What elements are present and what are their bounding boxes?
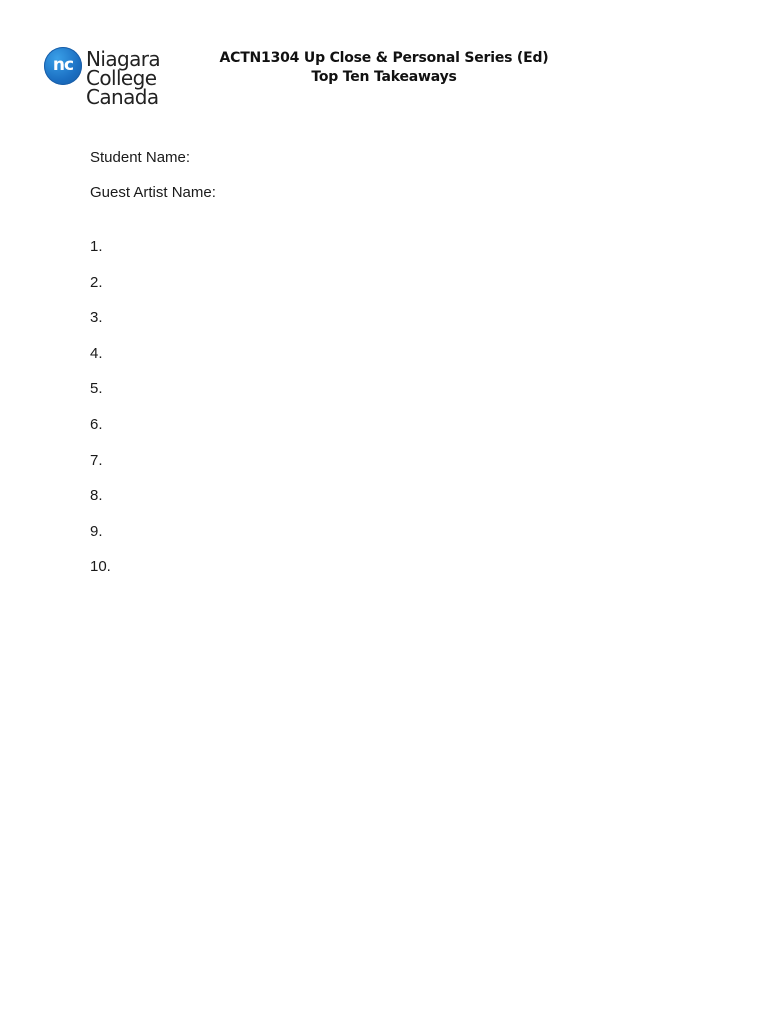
niagara-college-logo bbox=[44, 46, 174, 118]
takeaway-item-7: 7. bbox=[90, 451, 103, 469]
logo-line-2: College bbox=[86, 66, 157, 90]
takeaway-item-9: 9. bbox=[90, 522, 103, 540]
takeaway-item-6: 6. bbox=[90, 415, 103, 433]
takeaway-item-5: 5. bbox=[90, 380, 103, 398]
document-title-line-2: Top Ten Takeaways bbox=[311, 69, 457, 85]
logo-line-3: Canada bbox=[86, 85, 159, 109]
guest-artist-name-label: Guest Artist Name: bbox=[90, 184, 216, 201]
document-title bbox=[200, 49, 568, 87]
takeaway-item-1: 1. bbox=[90, 238, 103, 255]
nc-logo-badge bbox=[44, 47, 82, 85]
takeaways-list bbox=[90, 238, 111, 594]
takeaway-item-10: 10. bbox=[90, 558, 111, 576]
logo-wordmark bbox=[86, 47, 161, 109]
student-name-label: Student Name: bbox=[90, 149, 191, 166]
logo-line-1: Niagara bbox=[86, 47, 161, 71]
takeaway-item-4: 4. bbox=[90, 344, 103, 362]
takeaway-item-3: 3. bbox=[90, 309, 103, 327]
takeaway-item-2: 2. bbox=[90, 273, 103, 291]
takeaway-item-8: 8. bbox=[90, 487, 103, 505]
nc-logo-badge-text: nc bbox=[52, 55, 74, 75]
document-title-line-1: ACTN1304 Up Close & Personal Series (Ed) bbox=[219, 50, 549, 66]
